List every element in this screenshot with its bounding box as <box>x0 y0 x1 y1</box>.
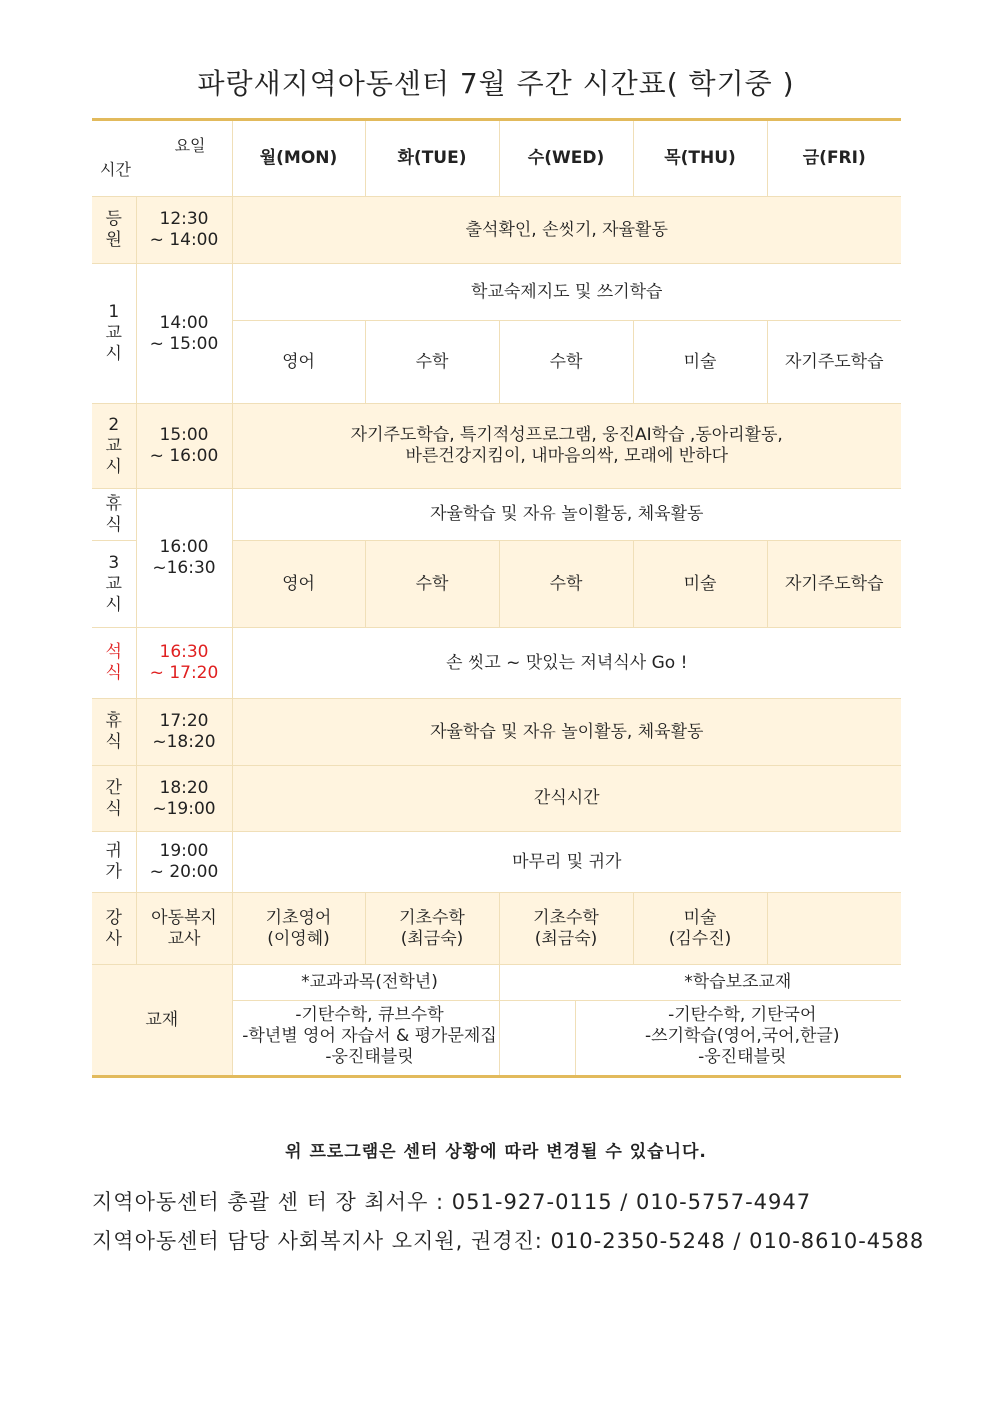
textbook-right-list: -기탄수학, 기탄국어 -쓰기학습(영어,국어,한글) -웅진태블릿 <box>499 1001 901 1077</box>
activity-cell: 자율학습 및 자유 놀이활동, 체육활동 <box>232 489 901 541</box>
change-notice: 위 프로그램은 센터 상황에 따라 변경될 수 있습니다. <box>285 1142 707 1162</box>
row-arrival <box>92 197 901 264</box>
row-label: 귀 가 <box>92 832 136 893</box>
textbook-right-head: *학습보조교재 <box>499 965 901 1001</box>
row-home <box>92 832 901 893</box>
activity-cell: 마무리 및 귀가 <box>232 832 901 893</box>
row-label: 휴 식 <box>92 699 136 766</box>
row-label: 간 식 <box>92 766 136 832</box>
row-label: 3 교 시 <box>92 541 136 628</box>
subject-cell: 자기주도학습 <box>767 321 901 404</box>
row-period1-activity <box>92 264 901 321</box>
row-label: 등 원 <box>92 197 136 264</box>
subject-cell: 수학 <box>365 321 499 404</box>
row-label: 2 교 시 <box>92 404 136 489</box>
row-label: 휴 식 <box>92 489 136 541</box>
teacher-cell: 미술 (김수진) <box>633 893 767 965</box>
row-label: 석 식 <box>92 628 136 699</box>
teacher-cell-empty <box>767 893 901 965</box>
weekly-timetable <box>92 118 901 1078</box>
subject-cell: 미술 <box>633 321 767 404</box>
activity-cell: 자율학습 및 자유 놀이활동, 체육활동 <box>232 699 901 766</box>
subject-cell: 수학 <box>499 541 633 628</box>
row-label: 1 교 시 <box>92 264 136 404</box>
row-period2 <box>92 404 901 489</box>
page-title: 파랑새지역아동센터 7월 주간 시간표( 학기중 ) <box>197 67 795 100</box>
contact-line-social-worker: 지역아동센터 담당 사회복지사 오지원, 권경진: 010-2350-5248 / 010-8610-4588 <box>92 1229 925 1253</box>
time-cell: 15:00 ~ 16:00 <box>136 404 232 489</box>
row-label: 강 사 <box>92 893 136 965</box>
subject-cell: 미술 <box>633 541 767 628</box>
contact-line-director: 지역아동센터 총괄 센 터 장 최서우 : 051-927-0115 / 010-5757-4947 <box>92 1190 812 1214</box>
row-snack <box>92 766 901 832</box>
day-header-thu: 목(THU) <box>633 120 767 197</box>
time-cell: 12:30 ~ 14:00 <box>136 197 232 264</box>
row-textbooks-head <box>92 965 901 1001</box>
time-cell: 16:30 ~ 17:20 <box>136 628 232 699</box>
teacher-role-cell: 아동복지 교사 <box>136 893 232 965</box>
teacher-cell: 기초영어 (이영혜) <box>232 893 365 965</box>
corner-cell <box>92 120 232 197</box>
teacher-cell: 기초수학 (최금숙) <box>499 893 633 965</box>
time-cell: 14:00 ~ 15:00 <box>136 264 232 404</box>
textbook-left-list: -기탄수학, 큐브수학 -학년별 영어 자습서 & 평가문제집 -웅진태블릿 <box>232 1001 499 1077</box>
activity-cell: 간식시간 <box>232 766 901 832</box>
activity-cell: 자기주도학습, 특기적성프로그램, 웅진AI학습 ,동아리활동, 바른건강지킴이, 내마음의싹, 모래에 반하다 <box>232 404 901 489</box>
subject-cell: 수학 <box>499 321 633 404</box>
day-header-wed: 수(WED) <box>499 120 633 197</box>
subject-cell: 영어 <box>232 321 365 404</box>
textbook-left-head: *교과과목(전학년) <box>232 965 499 1001</box>
time-cell: 18:20 ~19:00 <box>136 766 232 832</box>
time-axis-label: 시간 <box>100 160 131 179</box>
header-row <box>92 120 901 197</box>
time-cell: 17:20 ~18:20 <box>136 699 232 766</box>
time-cell: 16:00 ~16:30 <box>136 489 232 628</box>
activity-cell: 학교숙제지도 및 쓰기학습 <box>232 264 901 321</box>
teacher-cell: 기초수학 (최금숙) <box>365 893 499 965</box>
subject-cell: 영어 <box>232 541 365 628</box>
textbook-label: 교재 <box>92 965 232 1077</box>
time-cell: 19:00 ~ 20:00 <box>136 832 232 893</box>
subject-cell: 자기주도학습 <box>767 541 901 628</box>
day-axis-label: 요일 <box>174 136 206 155</box>
row-break1 <box>92 489 901 541</box>
activity-cell: 출석확인, 손씻기, 자율활동 <box>232 197 901 264</box>
subject-cell: 수학 <box>365 541 499 628</box>
day-header-tue: 화(TUE) <box>365 120 499 197</box>
activity-cell: 손 씻고 ~ 맛있는 저녁식사 Go ! <box>232 628 901 699</box>
day-header-mon: 월(MON) <box>232 120 365 197</box>
row-break2 <box>92 699 901 766</box>
row-dinner <box>92 628 901 699</box>
row-teachers <box>92 893 901 965</box>
day-header-fri: 금(FRI) <box>767 120 901 197</box>
